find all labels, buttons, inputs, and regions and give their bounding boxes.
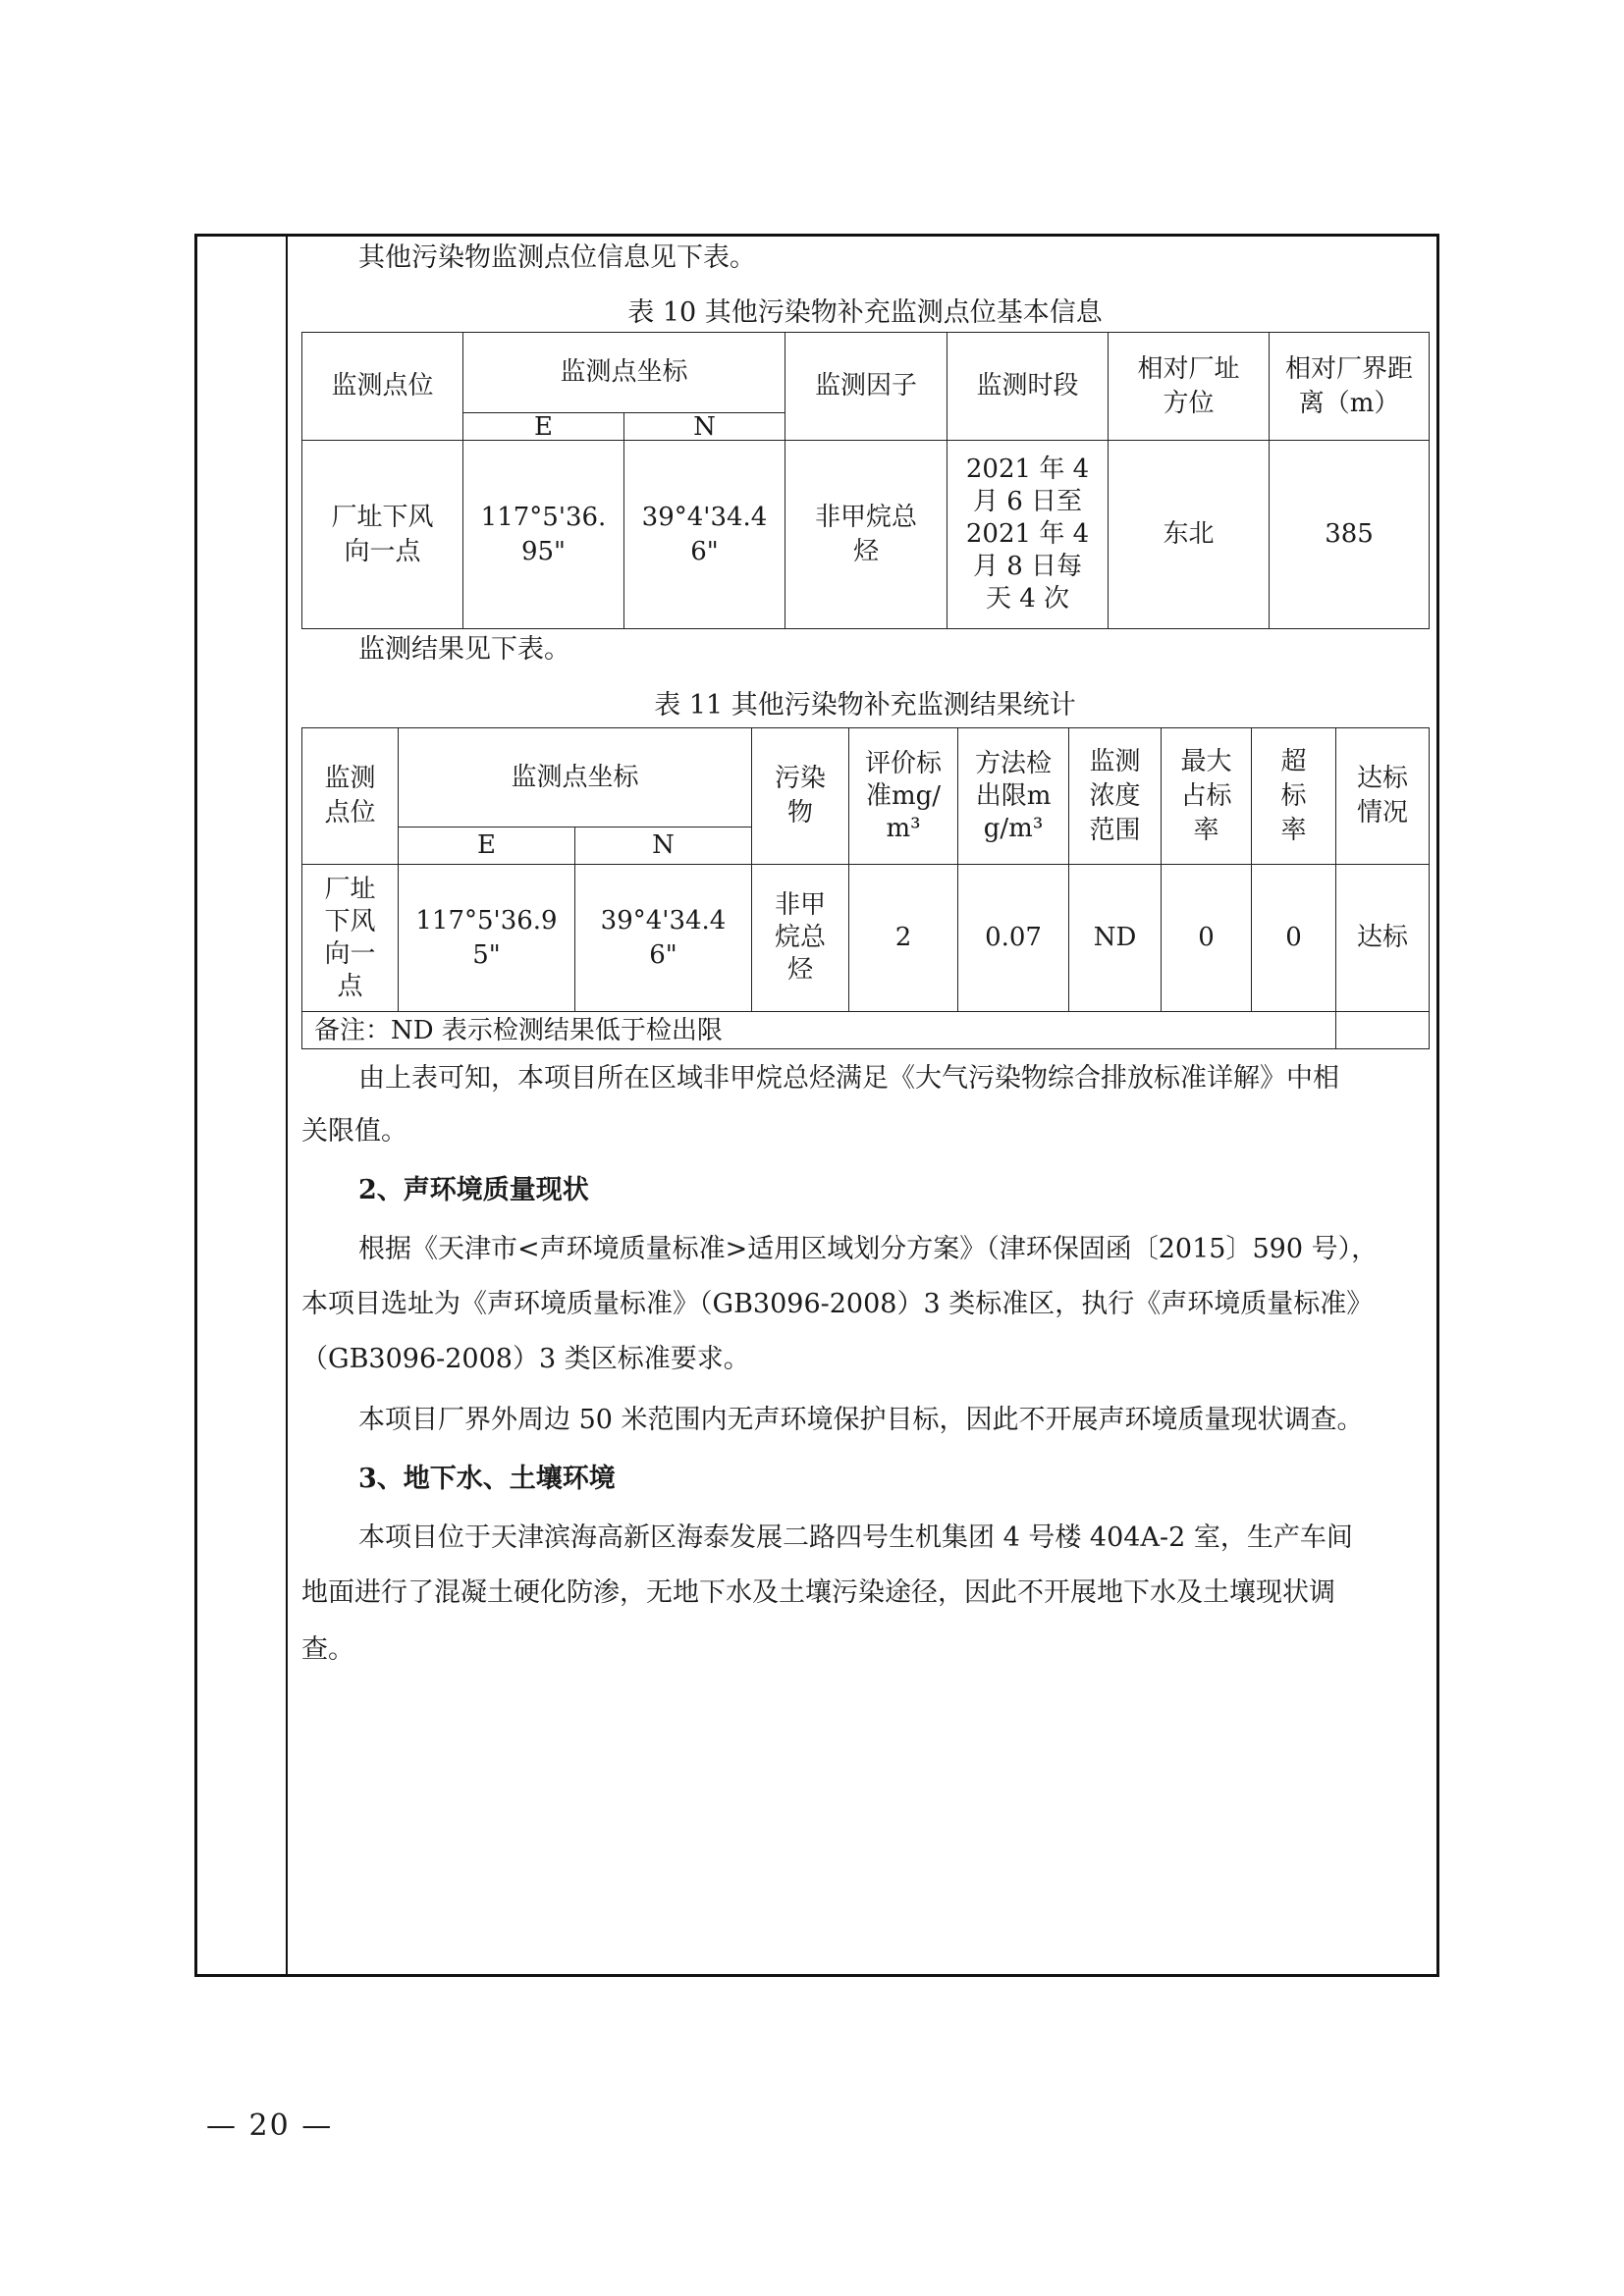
t11-cell-status: 达标 [1336,865,1430,1012]
section3-p1-line1: 本项目位于天津滨海高新区海泰发展二路四号生机集团 4 号楼 404A-2 室，生产车间 [358,1522,1353,1553]
t11-header-detection: 方法检出限mg/m³ [958,728,1069,865]
t11-header-n: N [575,828,752,865]
t10-header-point: 监测点位 [302,333,463,441]
t11-cell-max-ratio: 0 [1162,865,1252,1012]
t11-cell-point: 厂址下风向一点 [302,865,399,1012]
table11-caption: 表 11 其他污染物补充监测结果统计 [654,690,1076,721]
t11-header-max-ratio: 最大占标率 [1162,728,1252,865]
section3-title: 3、地下水、土壤环境 [358,1464,616,1494]
section3-p1-line2: 地面进行了混凝土硬化防渗，无地下水及土壤污染途径，因此不开展地下水及土壤现状调 [301,1577,1335,1608]
t11-header-pollutant: 污染物 [752,728,849,865]
t10-header-factor: 监测因子 [785,333,947,441]
t11-remark-empty [1336,1012,1430,1049]
section2-p1-line2: 本项目选址为《声环境质量标准》（GB3096-2008）3 类标准区，执行《声环境质量标准》 [301,1289,1374,1319]
t10-header-period: 监测时段 [947,333,1109,441]
t10-header-e: E [463,413,624,441]
t10-header-direction: 相对厂址方位 [1109,333,1270,441]
section3-p1-line3: 查。 [301,1634,354,1665]
section2-title: 2、声环境质量现状 [358,1175,589,1205]
t10-header-n: N [624,413,785,441]
t11-cell-range: ND [1069,865,1162,1012]
t11-remark: 备注：ND 表示检测结果低于检出限 [302,1012,1336,1049]
document-frame [194,234,1439,1977]
t10-cell-e: 117°5'36.95" [463,441,624,629]
t11-cell-exceed: 0 [1252,865,1336,1012]
page-number: — 20 — [206,2109,334,2143]
t10-header-distance: 相对厂界距离（m） [1270,333,1430,441]
t11-header-range: 监测浓度范围 [1069,728,1162,865]
conclusion-line-2: 关限值。 [301,1116,407,1147]
t10-cell-point: 厂址下风向一点 [302,441,463,629]
t11-header-coord: 监测点坐标 [399,728,752,828]
intro-text: 其他污染物监测点位信息见下表。 [358,242,756,273]
t11-cell-standard: 2 [849,865,958,1012]
t10-header-coord: 监测点坐标 [463,333,785,413]
t11-cell-n: 39°4'34.46" [575,865,752,1012]
table11 [301,727,1430,1049]
t10-cell-n: 39°4'34.46" [624,441,785,629]
t10-cell-period: 2021 年 4 月 6 日至 2021 年 4 月 8 日每天 4 次 [947,441,1109,629]
t11-cell-pollutant: 非甲烷总烃 [752,865,849,1012]
section2-p2: 本项目厂界外周边 50 米范围内无声环境保护目标，因此不开展声环境质量现状调查。 [358,1405,1364,1435]
table10-caption: 表 10 其他污染物补充监测点位基本信息 [627,297,1103,328]
t11-header-standard: 评价标准mg/m³ [849,728,958,865]
t11-cell-detection: 0.07 [958,865,1069,1012]
t11-cell-e: 117°5'36.95" [399,865,575,1012]
frame-content [288,237,1436,1974]
section2-p1-line1: 根据《天津市<声环境质量标准>适用区域划分方案》（津环保固函〔2015〕590 号）， [358,1234,1379,1264]
table10 [301,332,1430,629]
t11-header-point: 监测点位 [302,728,399,865]
results-intro-text: 监测结果见下表。 [358,634,570,665]
conclusion-line-1: 由上表可知，本项目所在区域非甲烷总烃满足《大气污染物综合排放标准详解》中相 [358,1063,1339,1094]
t10-cell-direction: 东北 [1109,441,1270,629]
t10-cell-factor: 非甲烷总烃 [785,441,947,629]
t11-header-exceed: 超标率 [1252,728,1336,865]
t11-header-status: 达标情况 [1336,728,1430,865]
section2-p1-line3: （GB3096-2008）3 类区标准要求。 [301,1344,750,1374]
t11-header-e: E [399,828,575,865]
t10-cell-distance: 385 [1270,441,1430,629]
